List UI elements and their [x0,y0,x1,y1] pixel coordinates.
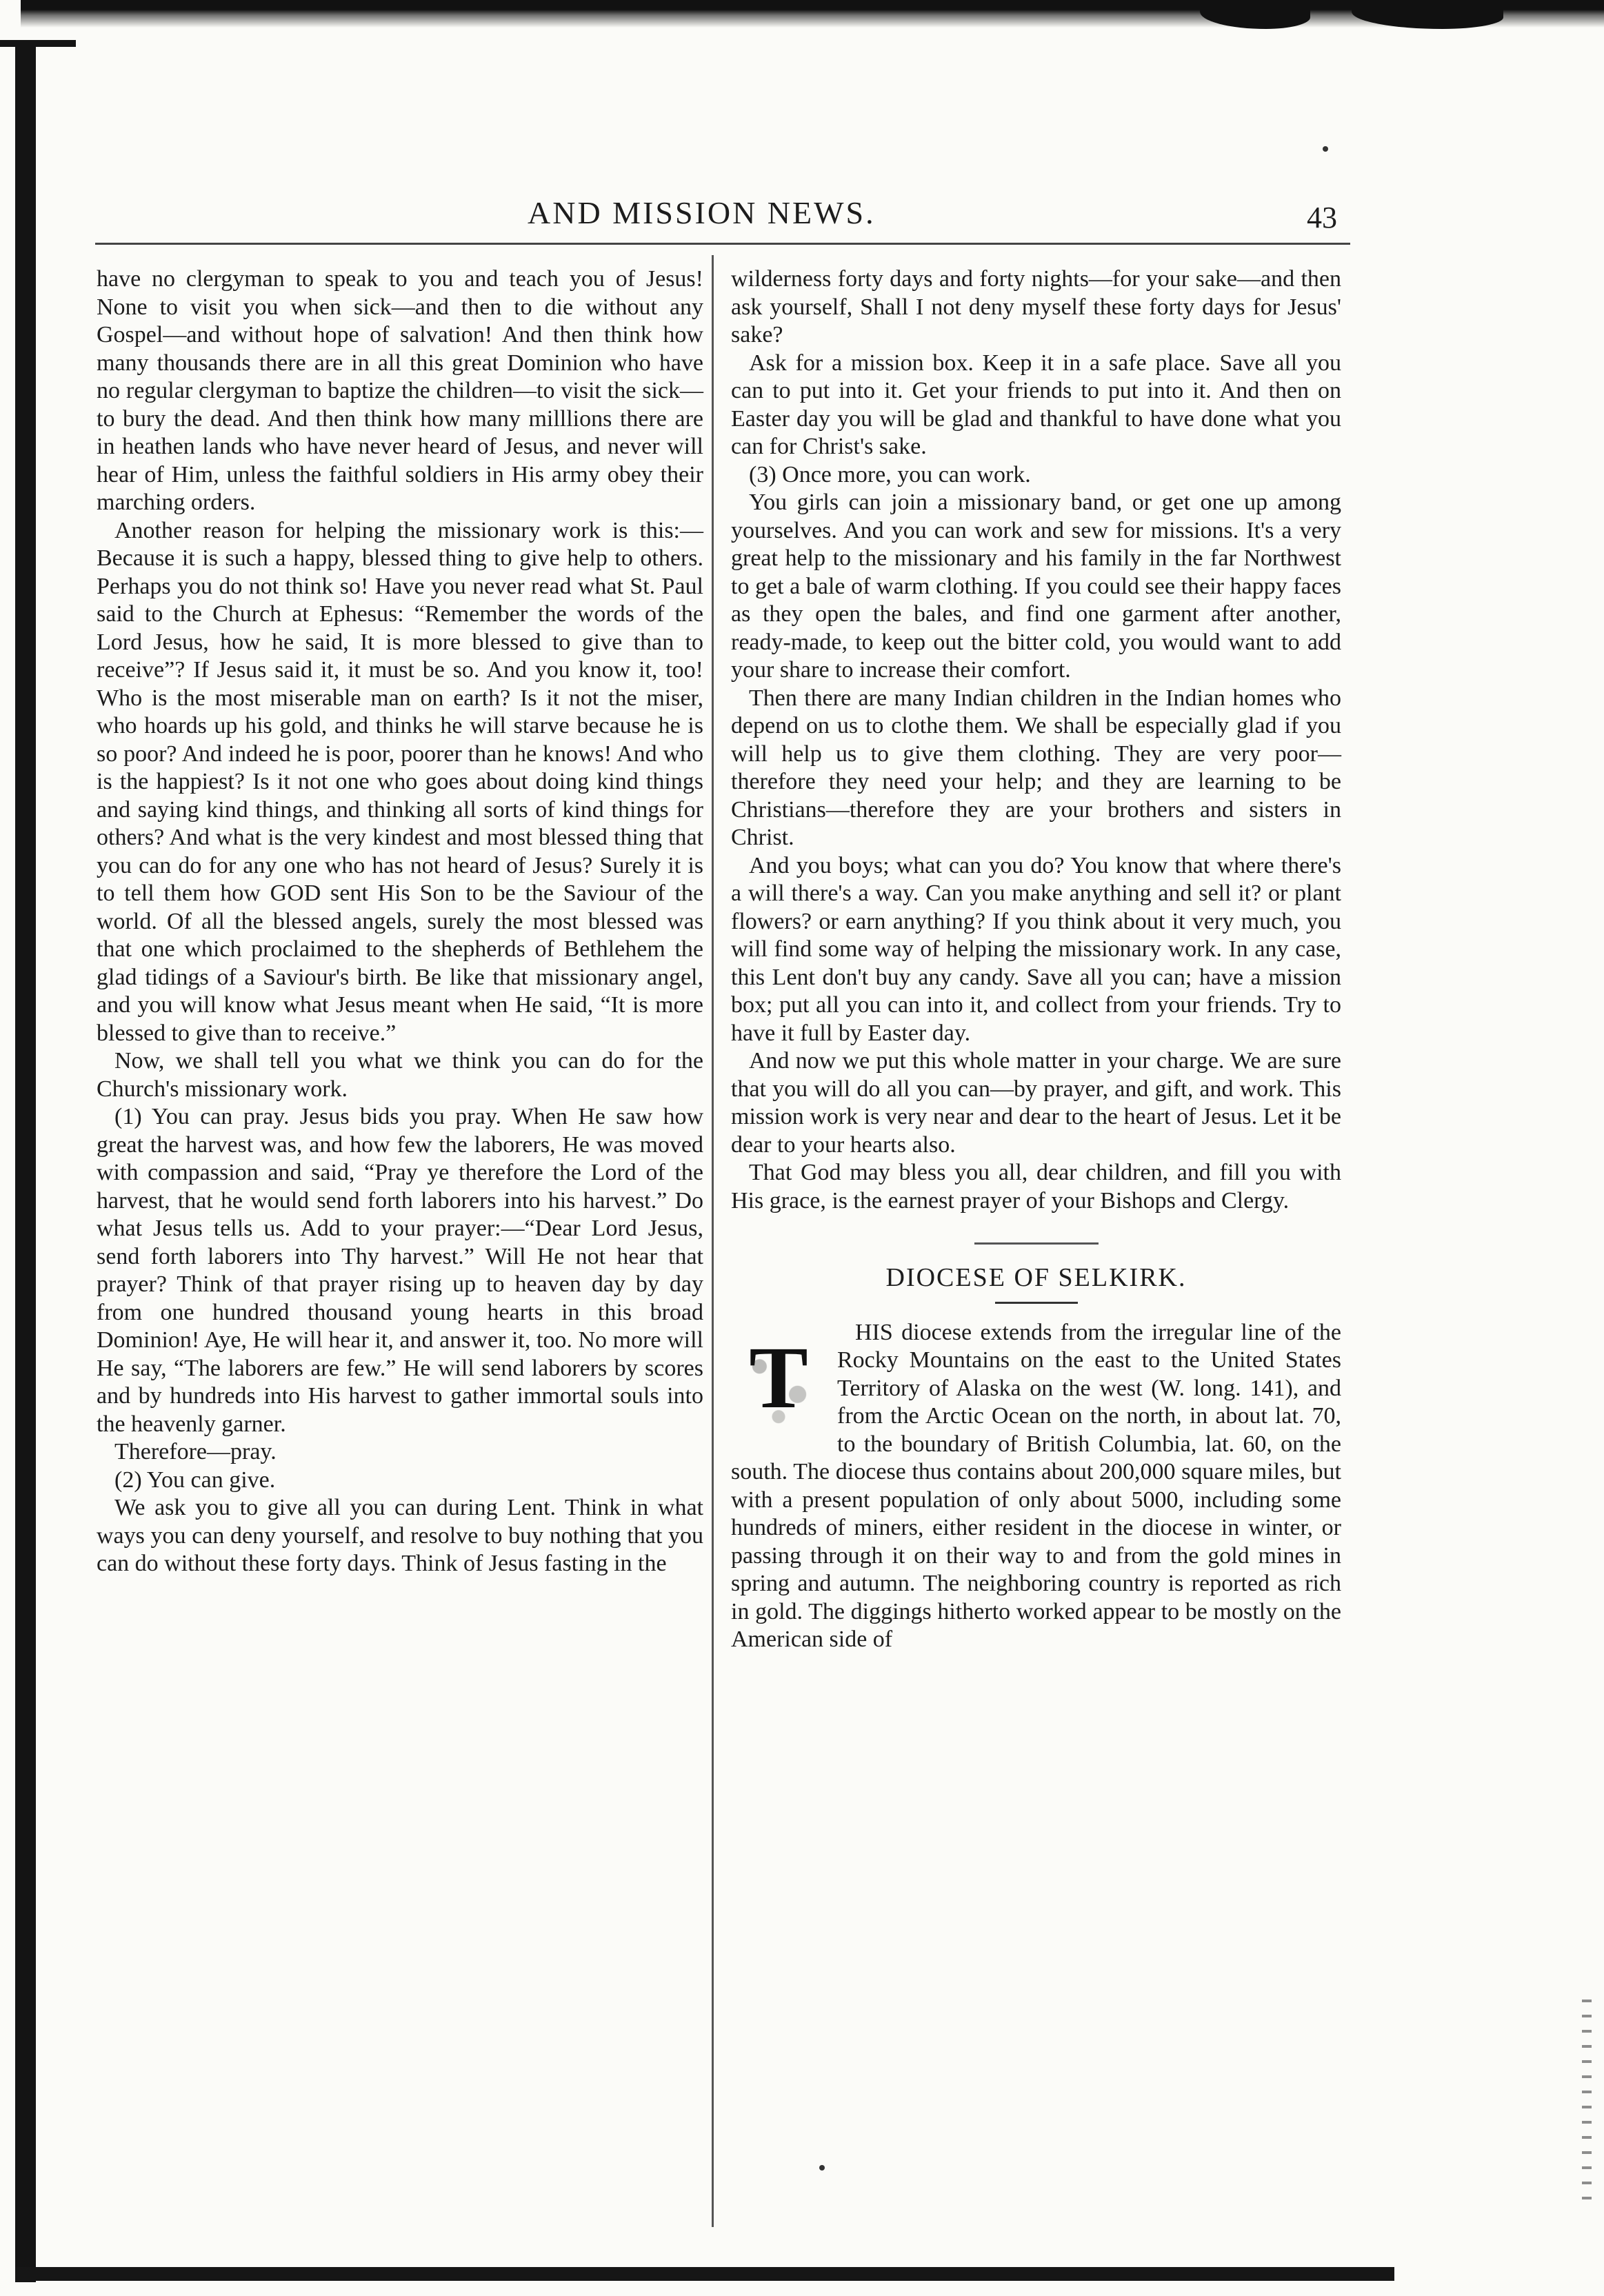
section-heading: DIOCESE OF SELKIRK. [885,1263,1187,1292]
paragraph: Then there are many Indian children in the Indian homes who depend on us to clothe them. We shall be especially glad if you will help us to give them clothing. They are very poor—therefore they need your help; and they are learning to be Christians—therefore they are your brothers and sisters in Christ. [731,685,1341,850]
paragraph: We ask you to give all you can during Lent. Think in what ways you can deny yourself, and resolve to buy nothing that you can do without these forty days. Think of Jesus fasting in the [97,1495,703,1576]
drop-cap-ornament: T [731,1322,826,1433]
paragraph: (2) You can give. [114,1467,276,1493]
left-column [97,265,703,1578]
paragraph: Another reason for helping the missionary work is this:—Because it is such a happy, blessed thing to give help to others. Perhaps you do not think so! Have you never read what St. Paul said to the Church at Ephesus: “Remember the words of the Lord Jesus, how he said, It is more blessed to give than to receive”? If Jesus said it, it must be so. And you know it, too! Who is the most miserable man on earth? Is it not the miser, who hoards up his gold, and thinks he will starve because he is so poor? And indeed he is poor, poorer than he knows! And who is the happiest? Is it not one who goes about doing kind things and saying kind things, and thinking all sorts of kind things for others? And what is the very kindest and most blessed thing that you can do for any one who has not heard of Jesus? Surely it is to tell them how GOD sent His Son to be the Saviour of the world. Of all the blessed angels, surely the most blessed was that one which proclaimed to the shepherds of Bethlehem the glad tidings of a Saviour's birth. Be like that missionary angel, and you will know what Jesus meant when He said, “It is more blessed to give than to receive.” [97,517,703,1046]
right-column [731,265,1341,1654]
paragraph: (3) Once more, you can work. [749,461,1031,487]
paragraph: And you boys; what can you do? You know that where there's a will there's a way. Can you make anything and sell it? or plant flowers? or earn anything? If you think about it very much, you will find some way of helping the missionary work. In any case, this Lent don't buy any candy. Save all you can; have a mission box; put all you can into it, and collect from your friends. Try to have it full by Easter day. [731,852,1341,1046]
scan-border-left-cap [0,40,76,47]
heading-underline [995,1302,1078,1304]
running-title: AND MISSION NEWS. [528,195,876,230]
section-separator [974,1242,1099,1245]
paragraph: That God may bless you all, dear children, and fill you with His grace, is the earnest prayer of your Bishops and Clergy. [731,1160,1341,1214]
scan-edge-marks [1582,2000,1592,2206]
paragraph: HIS diocese extends from the irregular line of the Rocky Mountains on the east to the United States Territory of Alaska on the west (W. long. 141), and from the Arctic Ocean on the north, in about lat. 70, to the boundary of British Columbia, lat. 60, on the south. The diocese thus contains about 200,000 square miles, but with a present population of only about 5000, including some hundreds of miners, either resident in the diocese in winter, or passing through it on their way to and from the gold mines in spring and autumn. The neighboring country is reported as rich in gold. The diggings hitherto worked appear to be mostly on the American side of [731,1319,1341,1652]
column-rule [712,255,714,2227]
paragraph: Ask for a mission box. Keep it in a safe place. Save all you can to put into it. Get your friends to put into it. And then on Easter day you will be glad and thankful to have done what you can for Christ's sake. [731,350,1341,459]
paragraph: have no clergyman to speak to you and teach you of Jesus! None to visit you when sick—and then to die without any Gospel—and without hope of salvation! And then think how many thousands there are in all this great Dominion who have no regular clergyman to baptize the children—to visit the sick—to bury the dead. And then think how many milllions there are in heathen lands who have never heard of Jesus, and never will hear of Him, unless the faithful soldiers in His army obey their marching orders. [97,266,703,515]
paragraph: You girls can join a missionary band, or get one up among yourselves. And you can work and sew for missions. It's a very great help to the missionary and his family in the far Northwest to get a bale of warm clothing. If you could see their happy faces as they open the bales, and find one garment after another, ready-made, to keep out the bitter cold, you would want to add your share to increase their comfort. [731,490,1341,683]
paragraph: And now we put this whole matter in your charge. We are sure that you will do all you can—by prayer, and gift, and work. This mission work is very near and dear to the heart of Jesus. Let it be dear to your hearts also. [731,1048,1341,1158]
paragraph: (1) You can pray. Jesus bids you pray. When He saw how great the harvest was, and how few the laborers, He was moved with compassion and said, “Pray ye therefore the Lord of the harvest, that he would send forth laborers into his harvest.” Do what Jesus tells us. Add to your prayer:—“Dear Lord Jesus, send forth laborers into Thy harvest.” Will He not hear that prayer? Think of that prayer rising up to heaven day by day from one hundred thousand young hearts in this broad Dominion! Aye, He will hear it, and answer it, too. No more will He say, “The laborers are few.” He will send laborers by scores and by hundreds into His harvest to gather immortal souls into the heavenly garner. [97,1104,703,1437]
page-number: 43 [1307,201,1337,234]
section-body [731,1319,1341,1654]
paragraph: wilderness forty days and forty nights—for your sake—and then ask yourself, Shall I not deny myself these forty days for Jesus' sake? [731,266,1341,348]
scan-border-bottom [15,2267,1394,2281]
scan-border-left [15,41,36,2282]
scan-speck [819,2165,825,2171]
header-rule [95,243,1350,245]
paragraph: Now, we shall tell you what we think you can do for the Church's missionary work. [97,1048,703,1102]
scan-speck [1323,146,1328,152]
paragraph: Therefore—pray. [114,1439,277,1464]
